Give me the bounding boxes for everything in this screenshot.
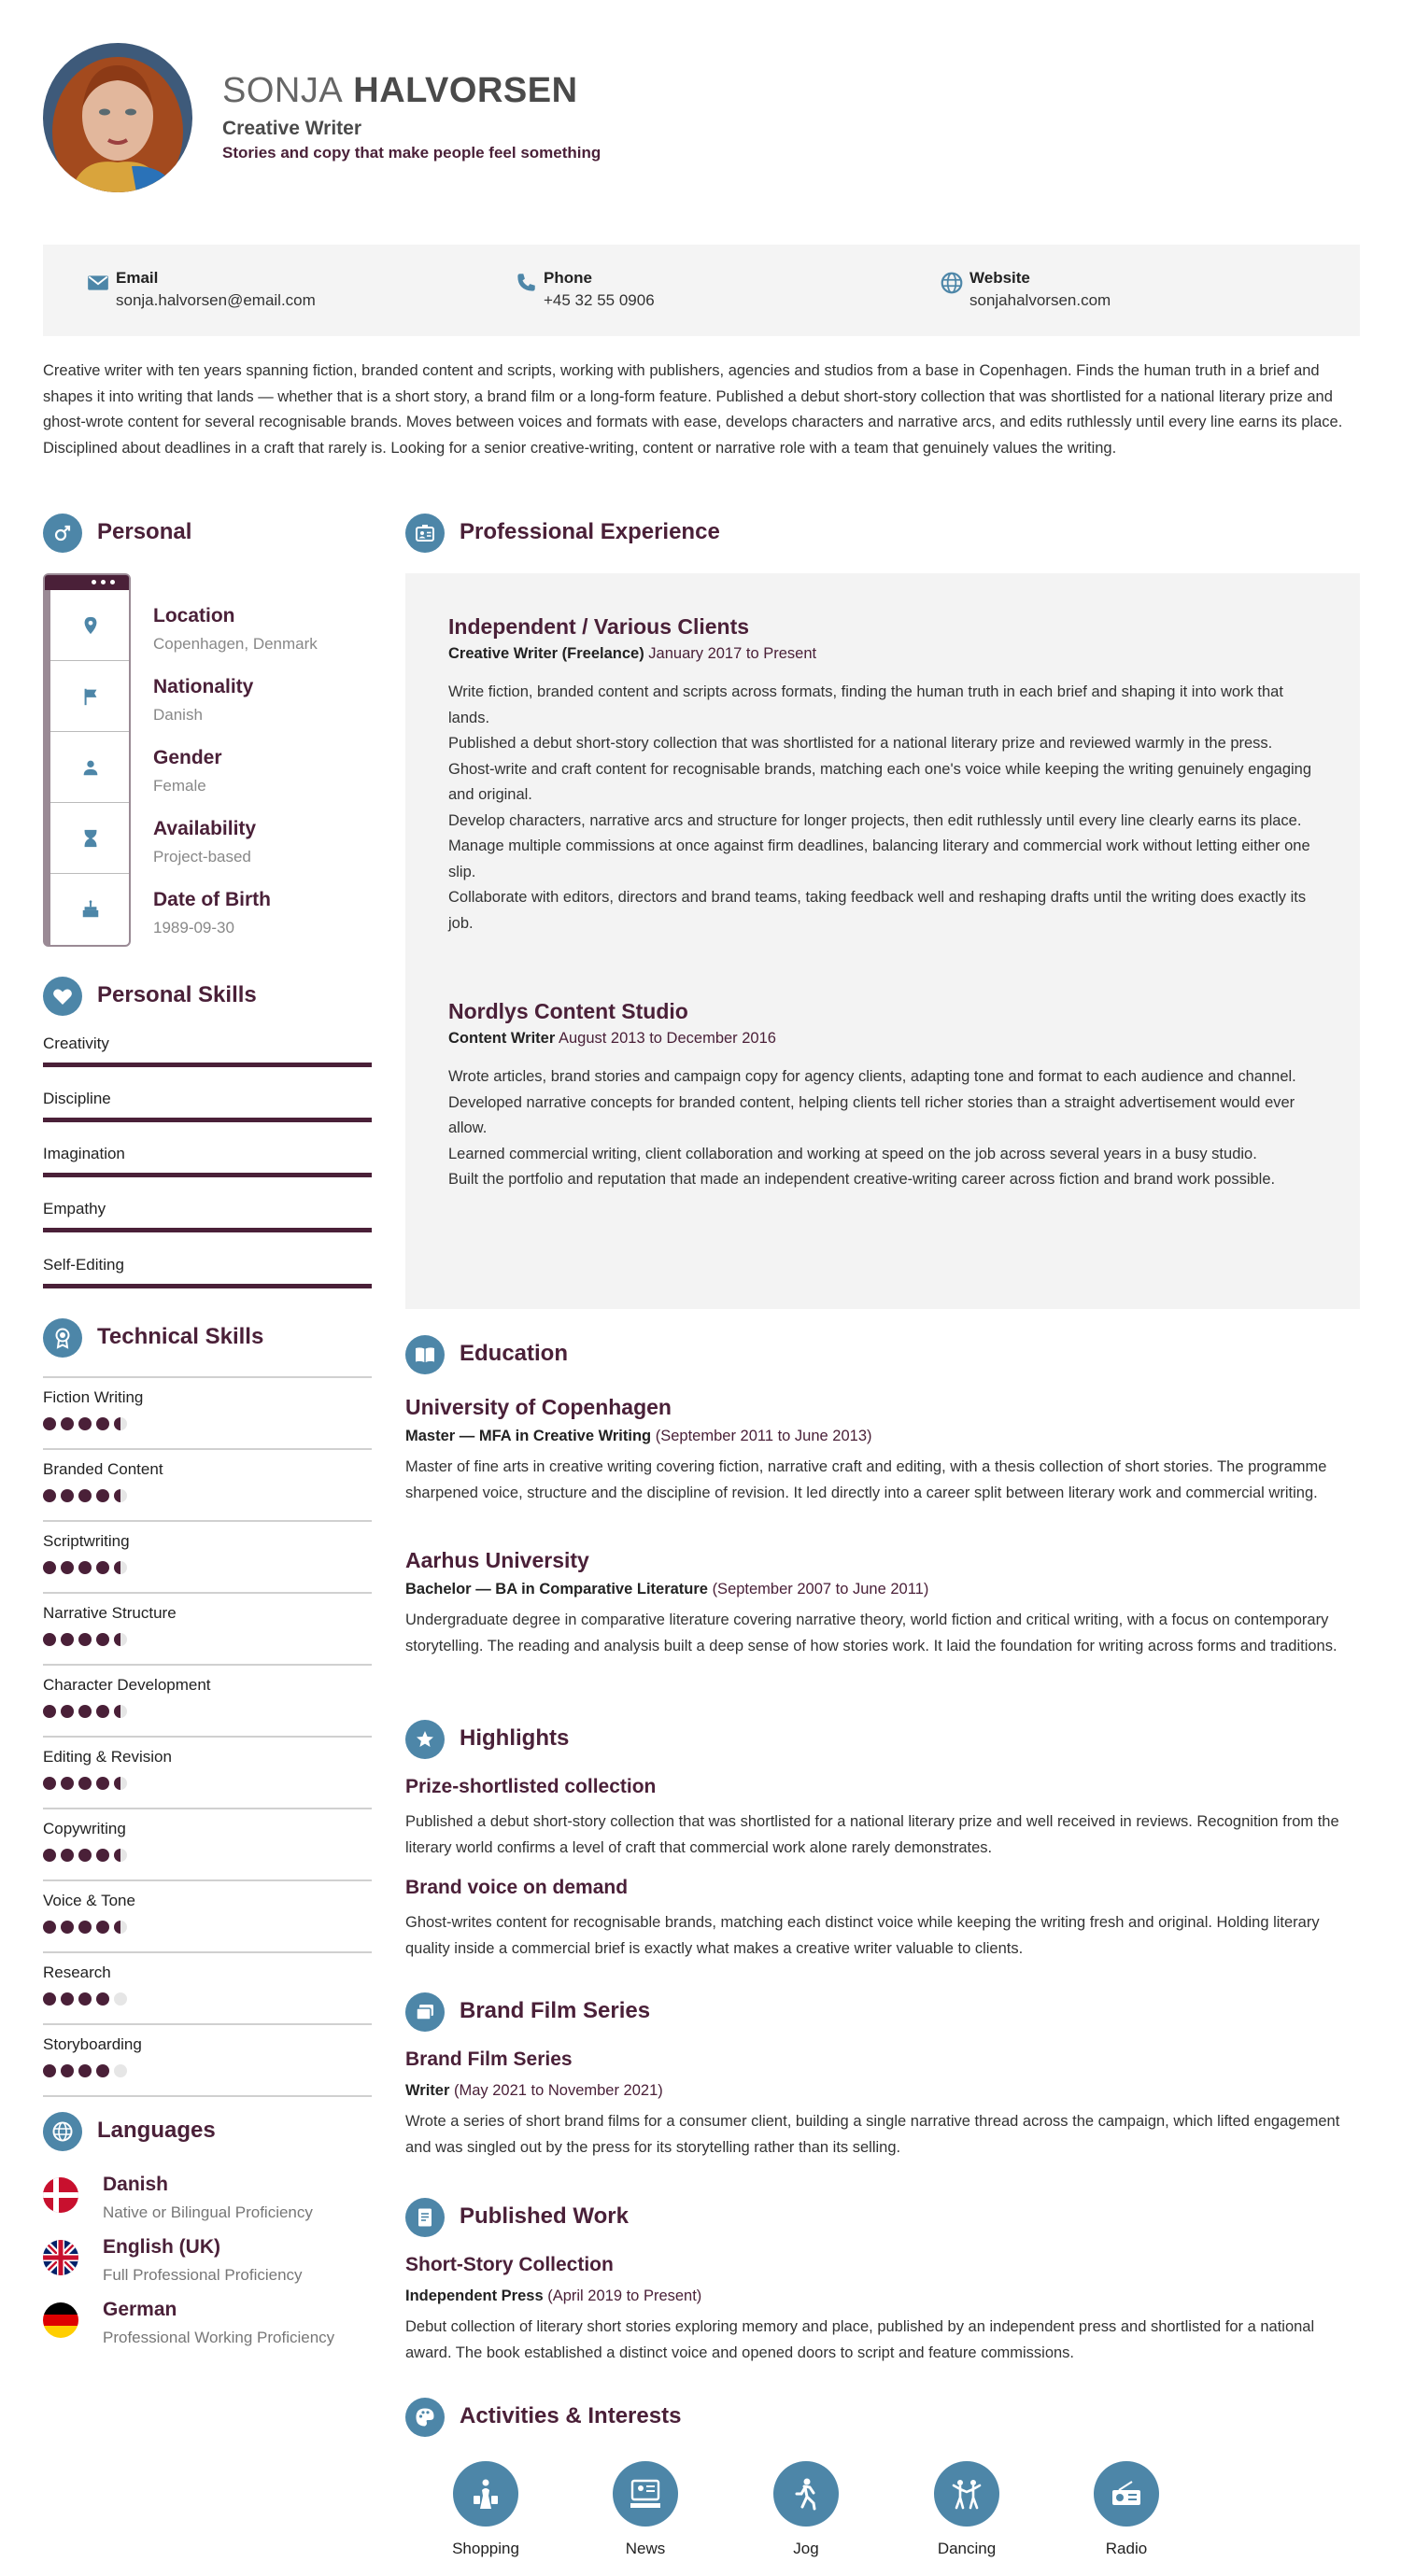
rating-dot — [61, 2064, 74, 2077]
interest-item — [1075, 2461, 1178, 2564]
rating-dot — [114, 2064, 127, 2077]
personal-value: Danish — [153, 706, 203, 724]
rating-dot — [43, 1417, 56, 1430]
rating-dot — [78, 2064, 92, 2077]
skill-name: Voice & Tone — [43, 1892, 135, 1909]
published-heading — [405, 2198, 1059, 2239]
folder-icon — [405, 1992, 445, 2032]
degree: Bachelor — BA in Comparative Literature — [405, 1581, 708, 1598]
radio-icon — [1094, 2461, 1159, 2527]
skill-name: Research — [43, 1964, 111, 1981]
rating-dot — [61, 1489, 74, 1502]
contact-value: +45 32 55 0906 — [544, 291, 655, 309]
brand-film-heading — [405, 1992, 1059, 2034]
heart-icon — [43, 977, 82, 1016]
document-icon — [405, 2198, 445, 2237]
rating-dot — [78, 1777, 92, 1790]
section-title: Professional Experience — [460, 519, 720, 544]
contact-value: sonjahalvorsen.com — [969, 291, 1111, 309]
personal-value: 1989-09-30 — [153, 919, 234, 936]
job-entry — [448, 999, 1326, 1193]
rating-dot — [78, 1417, 92, 1430]
rating-dot — [43, 1705, 56, 1718]
rating-dot — [114, 1705, 127, 1718]
job-role-line — [448, 1030, 1326, 1048]
skill-name: Imagination — [43, 1145, 125, 1162]
skill-bar — [43, 1173, 372, 1177]
contact-label: Website — [969, 269, 1030, 287]
first-name: SONJA — [222, 71, 344, 110]
interest-item — [755, 2461, 857, 2564]
rating-dot — [96, 1921, 109, 1934]
personal-skills-heading — [43, 977, 379, 1018]
skill-name: Fiction Writing — [43, 1388, 144, 1406]
job-bullet: Wrote articles, brand stories and campaign copy for agency clients, adapting tone and format to each audience and channel. — [448, 1068, 1296, 1085]
personal-value: Copenhagen, Denmark — [153, 635, 318, 653]
degree-line — [405, 1581, 1360, 1598]
skill-name: Discipline — [43, 1090, 111, 1107]
job-dates: January 2017 to Present — [648, 645, 817, 662]
flag-icon — [80, 686, 101, 707]
hourglass-icon — [80, 828, 101, 849]
published-dates: (April 2019 to Present) — [547, 2287, 702, 2304]
skill-name: Storyboarding — [43, 2035, 142, 2053]
education-entry — [405, 1395, 1360, 1506]
project-dates: (May 2021 to November 2021) — [453, 2082, 663, 2099]
interest-label: News — [625, 2540, 666, 2557]
availability-cell — [50, 803, 129, 874]
job-company: Nordlys Content Studio — [448, 999, 688, 1023]
interest-item — [594, 2461, 697, 2564]
language-name: English (UK) — [103, 2236, 220, 2258]
rating-dot — [61, 1417, 74, 1430]
personal-label: Gender — [153, 747, 222, 768]
rating-dot — [43, 1992, 56, 2006]
highlight-title: Prize-shortlisted collection — [405, 1776, 657, 1797]
book-icon — [405, 1335, 445, 1374]
contact-label: Email — [116, 269, 159, 287]
rating-dot — [78, 1633, 92, 1646]
skill-name: Narrative Structure — [43, 1604, 177, 1622]
rating-dot — [96, 1561, 109, 1574]
last-name: HALVORSEN — [353, 71, 578, 110]
job-bullet: Develop characters, narrative arcs and structure for longer projects, then edit ruthlessly until every line clearly earns its place. — [448, 811, 1302, 829]
degree-dates: (September 2011 to June 2013) — [655, 1428, 872, 1444]
skill-name: Empathy — [43, 1200, 106, 1218]
published-publisher: Independent Press — [405, 2287, 544, 2304]
rating-dot — [96, 1992, 109, 2006]
personal-heading — [43, 514, 379, 555]
job-bullet: Built the portfolio and reputation that made an independent creative-writing career across fiction and brand work possible. — [448, 1171, 1276, 1188]
education-heading — [405, 1335, 1059, 1376]
technical-skill — [43, 1664, 372, 1736]
personal-skill — [43, 1200, 372, 1218]
rating-dot — [78, 1489, 92, 1502]
skill-name: Branded Content — [43, 1460, 163, 1478]
technical-skill — [43, 1736, 372, 1808]
skill-name: Scriptwriting — [43, 1532, 130, 1550]
shopping-icon — [453, 2461, 518, 2527]
personal-label: Location — [153, 605, 235, 626]
technical-skill — [43, 1376, 372, 1448]
rating-dot — [96, 1633, 109, 1646]
section-title: Published Work — [460, 2203, 629, 2229]
personal-value: Female — [153, 777, 206, 795]
published-entry — [405, 2254, 1360, 2366]
section-title: Technical Skills — [97, 1324, 264, 1349]
germany-flag-icon — [43, 2302, 78, 2338]
personal-label: Date of Birth — [153, 889, 271, 910]
highlight-entry — [405, 1776, 1360, 1861]
job-company: Independent / Various Clients — [448, 614, 750, 639]
degree: Master — MFA in Creative Writing — [405, 1428, 652, 1444]
section-title: Education — [460, 1341, 569, 1366]
project-title: Brand Film Series — [405, 2048, 573, 2070]
skill-name: Copywriting — [43, 1820, 126, 1837]
rating-dot — [114, 1777, 127, 1790]
rating-dot — [43, 1849, 56, 1862]
rating-dot — [96, 2064, 109, 2077]
gender-icon — [43, 514, 82, 553]
rating-dot — [96, 1849, 109, 1862]
language-item — [43, 2236, 379, 2292]
experience-heading — [405, 514, 1059, 555]
skill-bar — [43, 1063, 372, 1067]
skill-name: Character Development — [43, 1676, 211, 1694]
rating-dot — [61, 1633, 74, 1646]
highlight-title: Brand voice on demand — [405, 1877, 629, 1898]
rating-dot — [78, 1849, 92, 1862]
candidate-name — [222, 71, 578, 111]
technical-skill — [43, 1808, 372, 1879]
language-level: Full Professional Proficiency — [103, 2266, 303, 2284]
project-role: Writer — [405, 2082, 450, 2099]
rating-dot — [78, 1921, 92, 1934]
location-cell — [50, 590, 129, 661]
rating-dot — [114, 1489, 127, 1502]
job-description — [448, 1064, 1326, 1193]
highlight-entry — [405, 1877, 1360, 1962]
rating-dot — [61, 1561, 74, 1574]
rating-dot — [43, 1921, 56, 1934]
degree-dates: (September 2007 to June 2011) — [712, 1581, 929, 1598]
personal-skill — [43, 1256, 372, 1274]
job-bullet: Write fiction, branded content and scripts across formats, finding the human truth in each brief and shaping it into work that lands. — [448, 683, 1283, 726]
skill-bar — [43, 1284, 372, 1288]
uk-flag-icon — [43, 2240, 78, 2275]
phone-icon — [514, 271, 538, 295]
experience-panel — [405, 573, 1360, 1309]
card-top-bar — [45, 575, 129, 590]
cake-icon — [80, 899, 101, 920]
rating-dot — [78, 1561, 92, 1574]
palette-icon — [405, 2398, 445, 2437]
rating-dot — [61, 1849, 74, 1862]
project-description: Wrote a series of short brand films for a consumer client, building a single narrative thread across the campaign, which lifted engagement and was singled out by the press for its storytelling rather than its selling. — [405, 2113, 1340, 2156]
highlight-description: Ghost-writes content for recognisable brands, matching each distinct voice while keeping the writing fresh and original. Holding literary quality inside a commercial brief is exactly what makes a creative writer valuable to clients. — [405, 1914, 1320, 1957]
job-role: Content Writer — [448, 1030, 556, 1047]
rating-dot — [96, 1777, 109, 1790]
personal-skill — [43, 1145, 372, 1163]
denmark-flag-icon — [43, 2177, 78, 2213]
interest-label: Shopping — [452, 2540, 519, 2557]
rating-dot — [43, 1633, 56, 1646]
school-name: University of Copenhagen — [405, 1395, 672, 1419]
language-item — [43, 2174, 379, 2230]
job-role: Creative Writer (Freelance) — [448, 645, 644, 662]
job-description — [448, 680, 1326, 936]
interest-item — [915, 2461, 1018, 2564]
rating-dot — [61, 1921, 74, 1934]
section-title: Personal — [97, 519, 192, 544]
school-name: Aarhus University — [405, 1548, 589, 1572]
contact-bar — [43, 245, 1360, 336]
job-bullet: Collaborate with editors, directors and brand teams, taking feedback well and reshaping drafts until the writing does exactly its job. — [448, 889, 1307, 932]
rating-dot — [114, 1921, 127, 1934]
degree-line — [405, 1428, 1360, 1445]
rating-dot — [61, 1992, 74, 2006]
job-entry — [448, 614, 1326, 936]
technical-skill — [43, 2023, 372, 2095]
section-title: Personal Skills — [97, 982, 257, 1007]
divider — [43, 2095, 372, 2097]
language-item — [43, 2299, 379, 2355]
skill-name: Editing & Revision — [43, 1748, 172, 1766]
dancing-icon — [934, 2461, 999, 2527]
language-level: Native or Bilingual Proficiency — [103, 2203, 313, 2221]
email-icon — [86, 271, 110, 295]
technical-skill — [43, 1951, 372, 2023]
project-role-line — [405, 2082, 1360, 2100]
language-name: German — [103, 2299, 177, 2320]
job-bullet: Developed narrative concepts for branded content, helping clients tell richer stories than a straight advertisement would ever allow. — [448, 1093, 1295, 1136]
section-title: Languages — [97, 2118, 216, 2143]
personal-label: Nationality — [153, 676, 254, 697]
rating-dot — [61, 1705, 74, 1718]
location-pin-icon — [80, 615, 101, 636]
education-description: Master of fine arts in creative writing covering fiction, narrative craft and editing, with a thesis collection of short stories. The programme sharpened voice, structure and the discipline of revision. It led directly into a career split between literary work and commercial writing. — [405, 1458, 1327, 1501]
rating-dot — [114, 1992, 127, 2006]
languages-heading — [43, 2112, 379, 2153]
language-level: Professional Working Proficiency — [103, 2329, 335, 2346]
interest-label: Dancing — [937, 2540, 997, 2557]
education-description: Undergraduate degree in comparative literature covering narrative theory, world fiction and critical writing, with a focus on contemporary storytelling. The reading and analysis built a deep sense of how stories work. It laid the foundation for writing across forms and traditions. — [405, 1612, 1337, 1654]
interest-label: Jog — [793, 2540, 819, 2557]
jog-icon — [773, 2461, 839, 2527]
interest-item — [434, 2461, 537, 2564]
globe-icon — [43, 2112, 82, 2151]
nationality-cell — [50, 661, 129, 732]
skill-name: Creativity — [43, 1035, 109, 1052]
rating-dot — [78, 1992, 92, 2006]
published-title: Short-Story Collection — [405, 2254, 614, 2275]
project-entry — [405, 2048, 1360, 2161]
job-title: Creative Writer — [222, 118, 362, 139]
rating-dot — [78, 1705, 92, 1718]
news-icon — [613, 2461, 678, 2527]
person-icon — [80, 757, 101, 778]
job-bullet: Learned commercial writing, client collaboration and working at speed on the job across several years in a busy studio. — [448, 1145, 1257, 1162]
skill-bar — [43, 1118, 372, 1122]
globe-icon — [940, 271, 964, 295]
rating-dot — [61, 1777, 74, 1790]
skill-name: Self-Editing — [43, 1256, 124, 1274]
award-icon — [43, 1318, 82, 1358]
rating-dot — [43, 1777, 56, 1790]
technical-skill — [43, 1520, 372, 1592]
rating-dot — [43, 1561, 56, 1574]
tagline: Stories and copy that make people feel something — [222, 144, 601, 162]
section-title: Brand Film Series — [460, 1998, 651, 2023]
personal-label: Availability — [153, 818, 257, 839]
technical-skills-heading — [43, 1318, 379, 1359]
personal-value: Project-based — [153, 848, 251, 866]
skill-bar — [43, 1228, 372, 1232]
profile-summary: Creative writer with ten years spanning fiction, branded content and scripts, working with publishers, agencies and studios from a base in Copenhagen. Finds the human truth in a brief and shapes it into writing that lands — whether that is a short story, a brand film or a long-form feature. Published a debut short-story collection that was shortlisted for a national literary prize and ghost-wrote content for several recognisable brands. Moves between voices and formats with ease, develops characters and narrative arcs, and edits ruthlessly until every line earns its place. Disciplined about deadlines in a craft that rarely is. Looking for a senior creative-writing, content or narrative role with a team that genuinely values the writing. — [43, 362, 1343, 457]
contact-value: sonja.halvorsen@email.com — [116, 291, 316, 309]
highlight-description: Published a debut short-story collection that was shortlisted for a national literary prize and well received in reviews. Recognition from the literary world confirms a level of craft that commercial work alone rarely demonstrates. — [405, 1813, 1339, 1856]
interest-label: Radio — [1105, 2540, 1148, 2557]
resume-header — [43, 43, 1360, 192]
highlights-heading — [405, 1720, 1059, 1761]
job-role-line — [448, 645, 1326, 663]
dob-cell — [50, 874, 129, 945]
rating-dot — [114, 1561, 127, 1574]
rating-dot — [43, 2064, 56, 2077]
rating-dot — [96, 1705, 109, 1718]
id-badge-icon — [405, 514, 445, 553]
avatar — [43, 43, 192, 192]
technical-skill — [43, 1448, 372, 1520]
job-bullet: Ghost-write and craft content for recognisable brands, matching each one's voice while keeping the writing genuinely engaging and original. — [448, 760, 1312, 803]
published-role-line — [405, 2287, 1360, 2305]
published-description: Debut collection of literary short stories exploring memory and place, published by an independent press and shortlisted for a national award. The book established a distinct voice and opened doors to script and feature commissions. — [405, 2318, 1315, 2361]
technical-skill — [43, 1879, 372, 1951]
technical-skill — [43, 1592, 372, 1664]
activities-heading — [405, 2398, 1059, 2439]
rating-dot — [43, 1489, 56, 1502]
language-name: Danish — [103, 2174, 169, 2195]
job-bullet: Manage multiple commissions at once against firm deadlines, balancing literary and commercial work without letting either one slip. — [448, 838, 1310, 880]
rating-dot — [114, 1417, 127, 1430]
gender-cell — [50, 732, 129, 803]
job-dates: August 2013 to December 2016 — [558, 1030, 776, 1047]
education-entry — [405, 1548, 1360, 1659]
section-title: Highlights — [460, 1725, 570, 1751]
contact-label: Phone — [544, 269, 592, 287]
personal-skill — [43, 1090, 372, 1108]
star-badge-icon — [405, 1720, 445, 1759]
rating-dot — [114, 1849, 127, 1862]
personal-card — [43, 573, 131, 947]
job-bullet: Published a debut short-story collection that was shortlisted for a national literary prize and reviewed warmly in the press. — [448, 735, 1273, 752]
rating-dot — [114, 1633, 127, 1646]
personal-skill — [43, 1035, 372, 1053]
rating-dot — [96, 1417, 109, 1430]
rating-dot — [96, 1489, 109, 1502]
section-title: Activities & Interests — [460, 2403, 682, 2428]
